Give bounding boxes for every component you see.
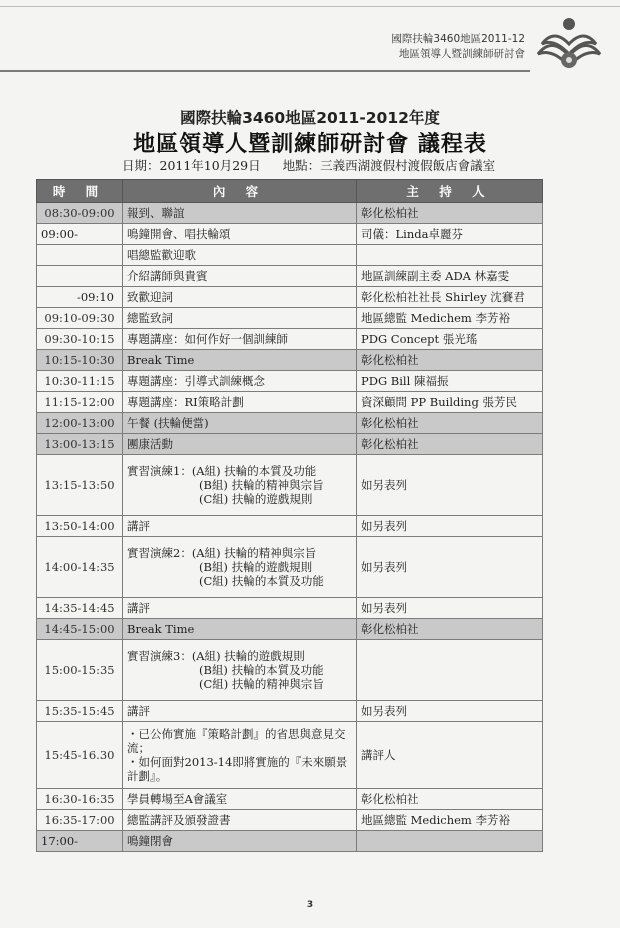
- agenda-row: [37, 245, 543, 266]
- row-time: 14:00-14:35: [37, 537, 123, 598]
- row-time: [37, 266, 123, 287]
- row-content: 講評: [123, 516, 357, 537]
- agenda-row: [37, 224, 543, 245]
- agenda-row: [37, 287, 543, 308]
- row-time: 08:30-09:00: [37, 203, 123, 224]
- row-content: 專題講座：引導式訓練概念: [123, 371, 357, 392]
- row-time: 09:10-09:30: [37, 308, 123, 329]
- agenda-row: [37, 789, 543, 810]
- date-venue-line: [122, 156, 513, 174]
- agenda-row: [37, 371, 543, 392]
- header-rule: [0, 70, 530, 72]
- row-content: 專題講座：RI策略計劃: [123, 392, 357, 413]
- row-time: 12:00-13:00: [37, 413, 123, 434]
- agenda-row: [37, 722, 543, 789]
- row-time: 16:35-17:00: [37, 810, 123, 831]
- agenda-row: [37, 537, 543, 598]
- drill-group-c: (C組) 扶輪的本質及功能: [199, 574, 324, 588]
- row-host: 如另表列: [357, 598, 543, 619]
- agenda-row: [37, 266, 543, 287]
- row-host: 講評人: [357, 722, 543, 789]
- agenda-row: [37, 329, 543, 350]
- row-content: 介紹講師與貴賓: [123, 266, 357, 287]
- row-content: 致歡迎詞: [123, 287, 357, 308]
- agenda-row: [37, 516, 543, 537]
- drill-group-b: (B組) 扶輪的本質及功能: [199, 663, 324, 677]
- row-content: [123, 537, 357, 598]
- col-header-host: 主 持 人: [357, 180, 543, 203]
- doc-title: 地區領導人暨訓練師研討會 議程表: [133, 131, 487, 157]
- row-content: 講評: [123, 598, 357, 619]
- row-content: 學員轉場至A會議室: [123, 789, 357, 810]
- row-host: 資深顧問 PP Building 張芳民: [357, 392, 543, 413]
- row-host: 彰化松柏社: [357, 203, 543, 224]
- row-host: 彰化松柏社: [357, 413, 543, 434]
- agenda-table: [36, 179, 543, 852]
- row-time: 17:00-: [37, 831, 123, 852]
- col-header-content: 內 容: [123, 180, 357, 203]
- drill-group-c: (C組) 扶輪的精神與宗旨: [199, 677, 324, 691]
- agenda-row: [37, 413, 543, 434]
- row-host: [357, 245, 543, 266]
- row-time: 15:35-15:45: [37, 701, 123, 722]
- agenda-row: [37, 308, 543, 329]
- row-time: 10:15-10:30: [37, 350, 123, 371]
- row-time: 13:15-13:50: [37, 455, 123, 516]
- agenda-row: [37, 434, 543, 455]
- row-host: 彰化松柏社: [357, 789, 543, 810]
- row-host: [357, 640, 543, 701]
- row-time: 09:00-: [37, 224, 123, 245]
- running-header-line2: 地區領導人暨訓練師研討會: [399, 48, 525, 60]
- doc-subtitle: 國際扶輪3460地區2011-2012年度: [180, 109, 440, 127]
- row-content: 總監致詞: [123, 308, 357, 329]
- drill-group-a: 實習演練3：(A組) 扶輪的遊戲規則: [127, 649, 305, 663]
- row-content: 報到、聯誼: [123, 203, 357, 224]
- discussion-point-1: ・已公佈實施『策略計劃』的省思與意見交流；: [127, 727, 346, 755]
- row-content: 鳴鐘閉會: [123, 831, 357, 852]
- row-time: 14:45-15:00: [37, 619, 123, 640]
- row-host: 彰化松柏社: [357, 434, 543, 455]
- drill-group-a: 實習演練2：(A組) 扶輪的精神與宗旨: [127, 546, 317, 560]
- row-host: 如另表列: [357, 701, 543, 722]
- row-host: 地區訓練副主委 ADA 林嘉雯: [357, 266, 543, 287]
- running-header: [391, 32, 525, 62]
- row-host: 如另表列: [357, 537, 543, 598]
- row-time: 14:35-14:45: [37, 598, 123, 619]
- row-time: 16:30-16:35: [37, 789, 123, 810]
- agenda-row: [37, 203, 543, 224]
- row-host: 彰化松柏社: [357, 619, 543, 640]
- col-header-time: 時 間: [37, 180, 123, 203]
- row-time: 15:00-15:35: [37, 640, 123, 701]
- row-time: 13:00-13:15: [37, 434, 123, 455]
- agenda-row: [37, 810, 543, 831]
- row-content: 唱總監歡迎歌: [123, 245, 357, 266]
- drill-group-a: 實習演練1：(A組) 扶輪的本質及功能: [127, 464, 317, 478]
- row-content: [123, 455, 357, 516]
- row-time: [37, 245, 123, 266]
- row-host: 彰化松柏社社長 Shirley 沈賽君: [357, 287, 543, 308]
- row-content: Break Time: [123, 350, 357, 371]
- row-content: [123, 640, 357, 701]
- drill-group-b: (B組) 扶輪的遊戲規則: [199, 560, 313, 574]
- running-header-line1: 國際扶輪3460地區2011-12: [391, 33, 525, 45]
- row-host: [357, 831, 543, 852]
- event-venue: 地點：三義西湖渡假村渡假飯店會議室: [282, 158, 496, 173]
- header-top-line: [0, 6, 620, 7]
- row-time: 10:30-11:15: [37, 371, 123, 392]
- row-time: 11:15-12:00: [37, 392, 123, 413]
- row-time: -09:10: [37, 287, 123, 308]
- row-content: Break Time: [123, 619, 357, 640]
- rotary-logo-icon: [534, 14, 604, 76]
- agenda-row: [37, 619, 543, 640]
- agenda-row: [37, 350, 543, 371]
- agenda-row: [37, 701, 543, 722]
- agenda-header-row: [37, 180, 543, 203]
- agenda-row: [37, 640, 543, 701]
- agenda-row: [37, 598, 543, 619]
- agenda-row: [37, 831, 543, 852]
- row-time: 15:45-16.30: [37, 722, 123, 789]
- row-content: 總監講評及頒發證書: [123, 810, 357, 831]
- drill-group-c: (C組) 扶輪的遊戲規則: [199, 492, 313, 506]
- agenda-row: [37, 455, 543, 516]
- row-host: 如另表列: [357, 455, 543, 516]
- row-content: [123, 722, 357, 789]
- row-host: 如另表列: [357, 516, 543, 537]
- row-time: 13:50-14:00: [37, 516, 123, 537]
- row-host: 司儀：Linda卓麗芬: [357, 224, 543, 245]
- agenda-row: [37, 392, 543, 413]
- row-host: 地區總監 Medichem 李芳裕: [357, 810, 543, 831]
- row-host: 地區總監 Medichem 李芳裕: [357, 308, 543, 329]
- row-host: PDG Bill 陳福振: [357, 371, 543, 392]
- drill-group-b: (B組) 扶輪的精神與宗旨: [199, 478, 324, 492]
- row-content: 講評: [123, 701, 357, 722]
- page-number: 3: [306, 900, 314, 910]
- row-content: 團康活動: [123, 434, 357, 455]
- event-date: 日期：2011年10月29日: [122, 158, 261, 173]
- row-host: 彰化松柏社: [357, 350, 543, 371]
- discussion-point-2: ・如何面對2013-14即將實施的『未來願景計劃』。: [127, 755, 348, 783]
- row-content: 午餐 (扶輪便當): [123, 413, 357, 434]
- row-time: 09:30-10:15: [37, 329, 123, 350]
- row-host: PDG Concept 張光瑤: [357, 329, 543, 350]
- row-content: 鳴鐘開會、唱扶輪頌: [123, 224, 357, 245]
- row-content: 專題講座：如何作好一個訓練師: [123, 329, 357, 350]
